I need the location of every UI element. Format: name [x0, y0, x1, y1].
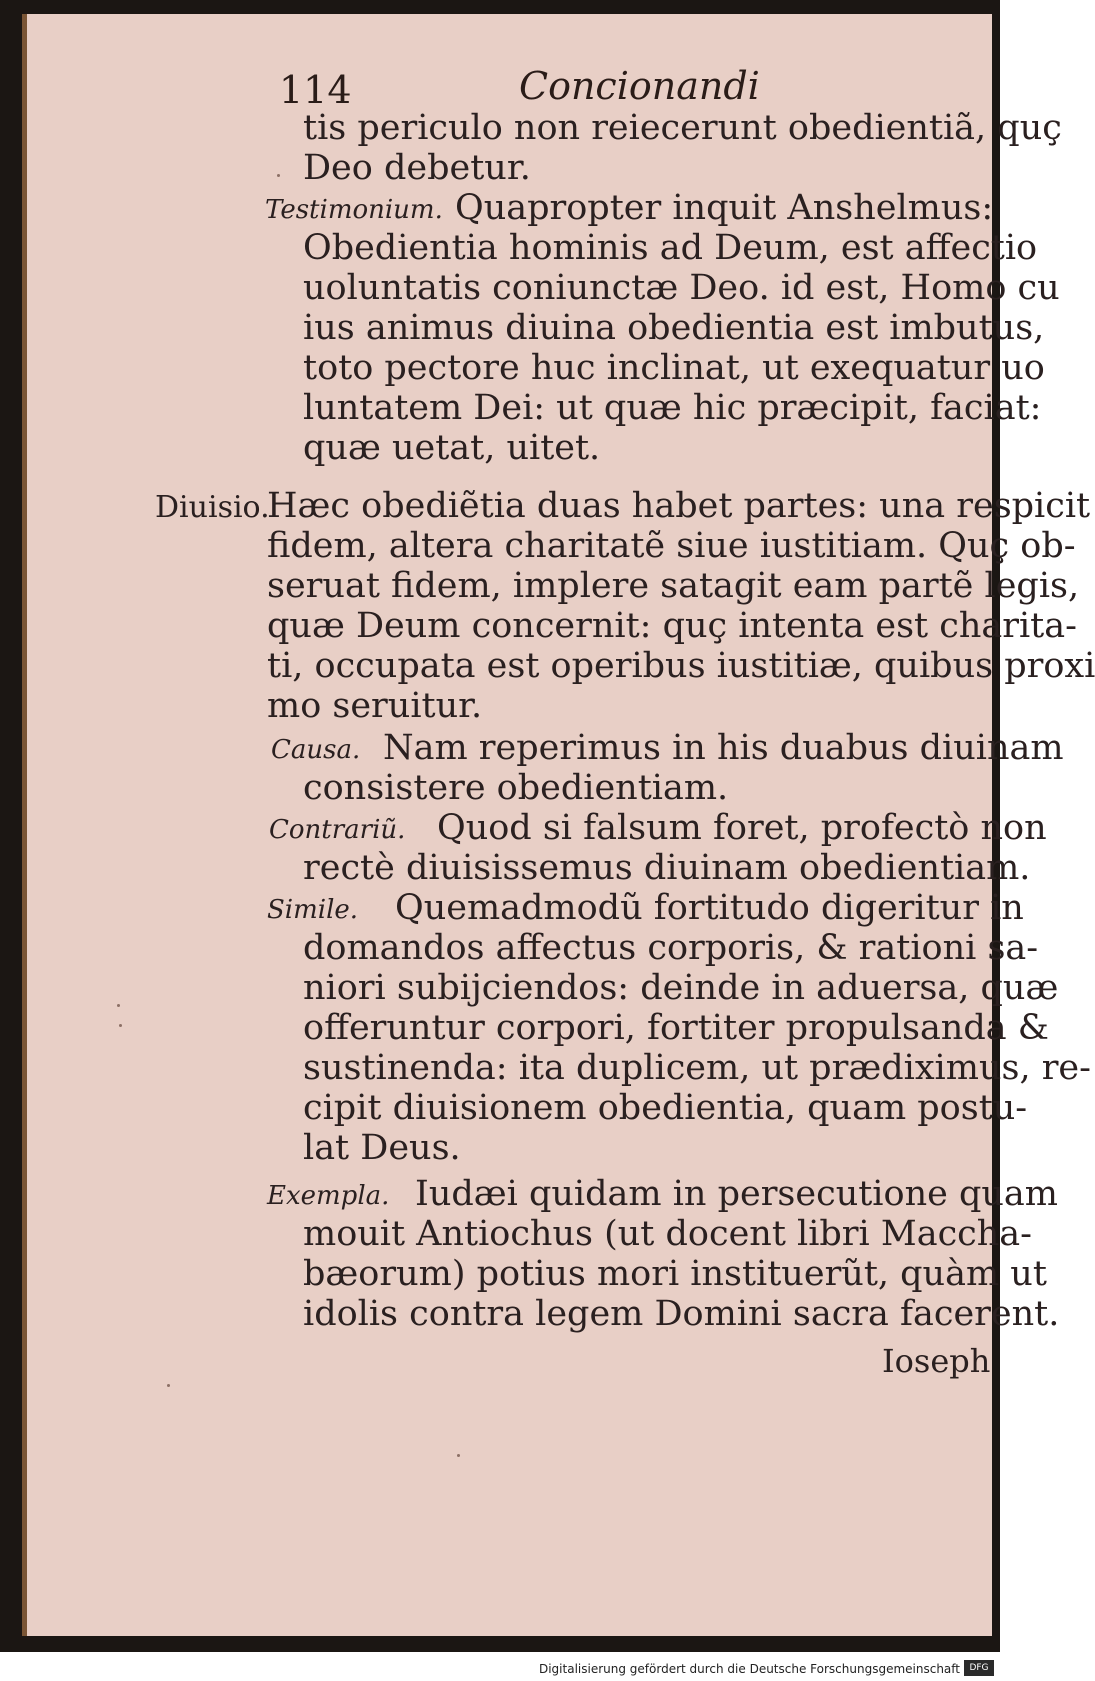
- page-content: [27, 14, 1095, 1636]
- paper-speck: [117, 1004, 120, 1007]
- margin-note-simile: Simile.: [267, 895, 359, 925]
- text-line: idolis contra legem Domini sacra facerent.: [303, 1294, 1060, 1334]
- text-line: fidem, altera charitatẽ siue iustitiam. Quç ob-: [267, 526, 1076, 566]
- text-line: quæ uetat, uitet.: [303, 428, 601, 468]
- paper-speck: [119, 1024, 122, 1027]
- dfg-logo: DFG: [964, 1660, 994, 1676]
- text-line: luntatem Dei: ut quæ hic præcipit, faciat:: [303, 388, 1042, 428]
- digitization-footer: [0, 1656, 1000, 1681]
- text-line: Quod si falsum foret, profectò non: [437, 808, 1047, 848]
- text-line: uoluntatis coniunctæ Deo. id est, Homo cu: [303, 268, 1060, 308]
- text-line: Quapropter inquit Anshelmus:: [455, 188, 994, 228]
- text-line: Obedientia hominis ad Deum, est affectio: [303, 228, 1038, 268]
- margin-note-exempla: Exempla.: [267, 1181, 390, 1211]
- funding-credit: Digitalisierung gefördert durch die Deutsche Forschungsgemeinschaft: [538, 1662, 960, 1676]
- text-line: Deo debetur.: [303, 148, 531, 188]
- text-line: domandos affectus corporis, & rationi sa-: [303, 928, 1039, 968]
- text-line: ti, occupata est operibus iustitiæ, quibus proxi: [267, 646, 1095, 686]
- page-number: 114: [279, 68, 352, 112]
- text-line: Nam reperimus in his duabus diuinam: [383, 728, 1064, 768]
- paper-speck: [277, 174, 280, 177]
- text-line: toto pectore huc inclinat, ut exequatur uo: [303, 348, 1045, 388]
- margin-note-contrarium: Contrariũ.: [269, 815, 406, 845]
- text-line: cipit diuisionem obedientia, quam postu-: [303, 1088, 1028, 1128]
- text-line: Quemadmodũ fortitudo digeritur in: [395, 888, 1024, 928]
- text-line: tis periculo non reiecerunt obedientiã, quç: [303, 108, 1062, 148]
- text-line: bæorum) potius mori instituerũt, quàm ut: [303, 1254, 1047, 1294]
- text-line: mo seruitur.: [267, 686, 483, 726]
- text-line: Hæc obediẽtia duas habet partes: una respicit: [267, 486, 1091, 526]
- text-line: rectè diuisissemus diuinam obedientiam.: [303, 848, 1031, 888]
- catchword: Ioseph: [882, 1342, 991, 1380]
- text-line: offeruntur corpori, fortiter propulsanda &: [303, 1008, 1049, 1048]
- book-page: [22, 14, 1095, 1636]
- text-line: lat Deus.: [303, 1128, 461, 1168]
- text-line: quæ Deum concernit: quç intenta est charita-: [267, 606, 1077, 646]
- text-line: consistere obedientiam.: [303, 768, 729, 808]
- margin-note-diuisio: Diuisio.: [155, 490, 270, 525]
- text-line: sustinenda: ita duplicem, ut prædiximus, re-: [303, 1048, 1091, 1088]
- margin-note-testimonium: Testimonium.: [265, 195, 443, 225]
- text-line: Iudæi quidam in persecutione quam: [415, 1174, 1058, 1214]
- running-title: Concionandi: [519, 64, 760, 108]
- text-line: mouit Antiochus (ut docent libri Maccha-: [303, 1214, 1033, 1254]
- text-line: ius animus diuina obedientia est imbutus,: [303, 308, 1045, 348]
- paper-speck: [457, 1454, 460, 1457]
- text-line: seruat fidem, implere satagit eam partẽ legis,: [267, 566, 1080, 606]
- paper-speck: [167, 1384, 170, 1387]
- margin-note-causa: Causa.: [271, 735, 361, 765]
- text-line: niori subijciendos: deinde in aduersa, quæ: [303, 968, 1059, 1008]
